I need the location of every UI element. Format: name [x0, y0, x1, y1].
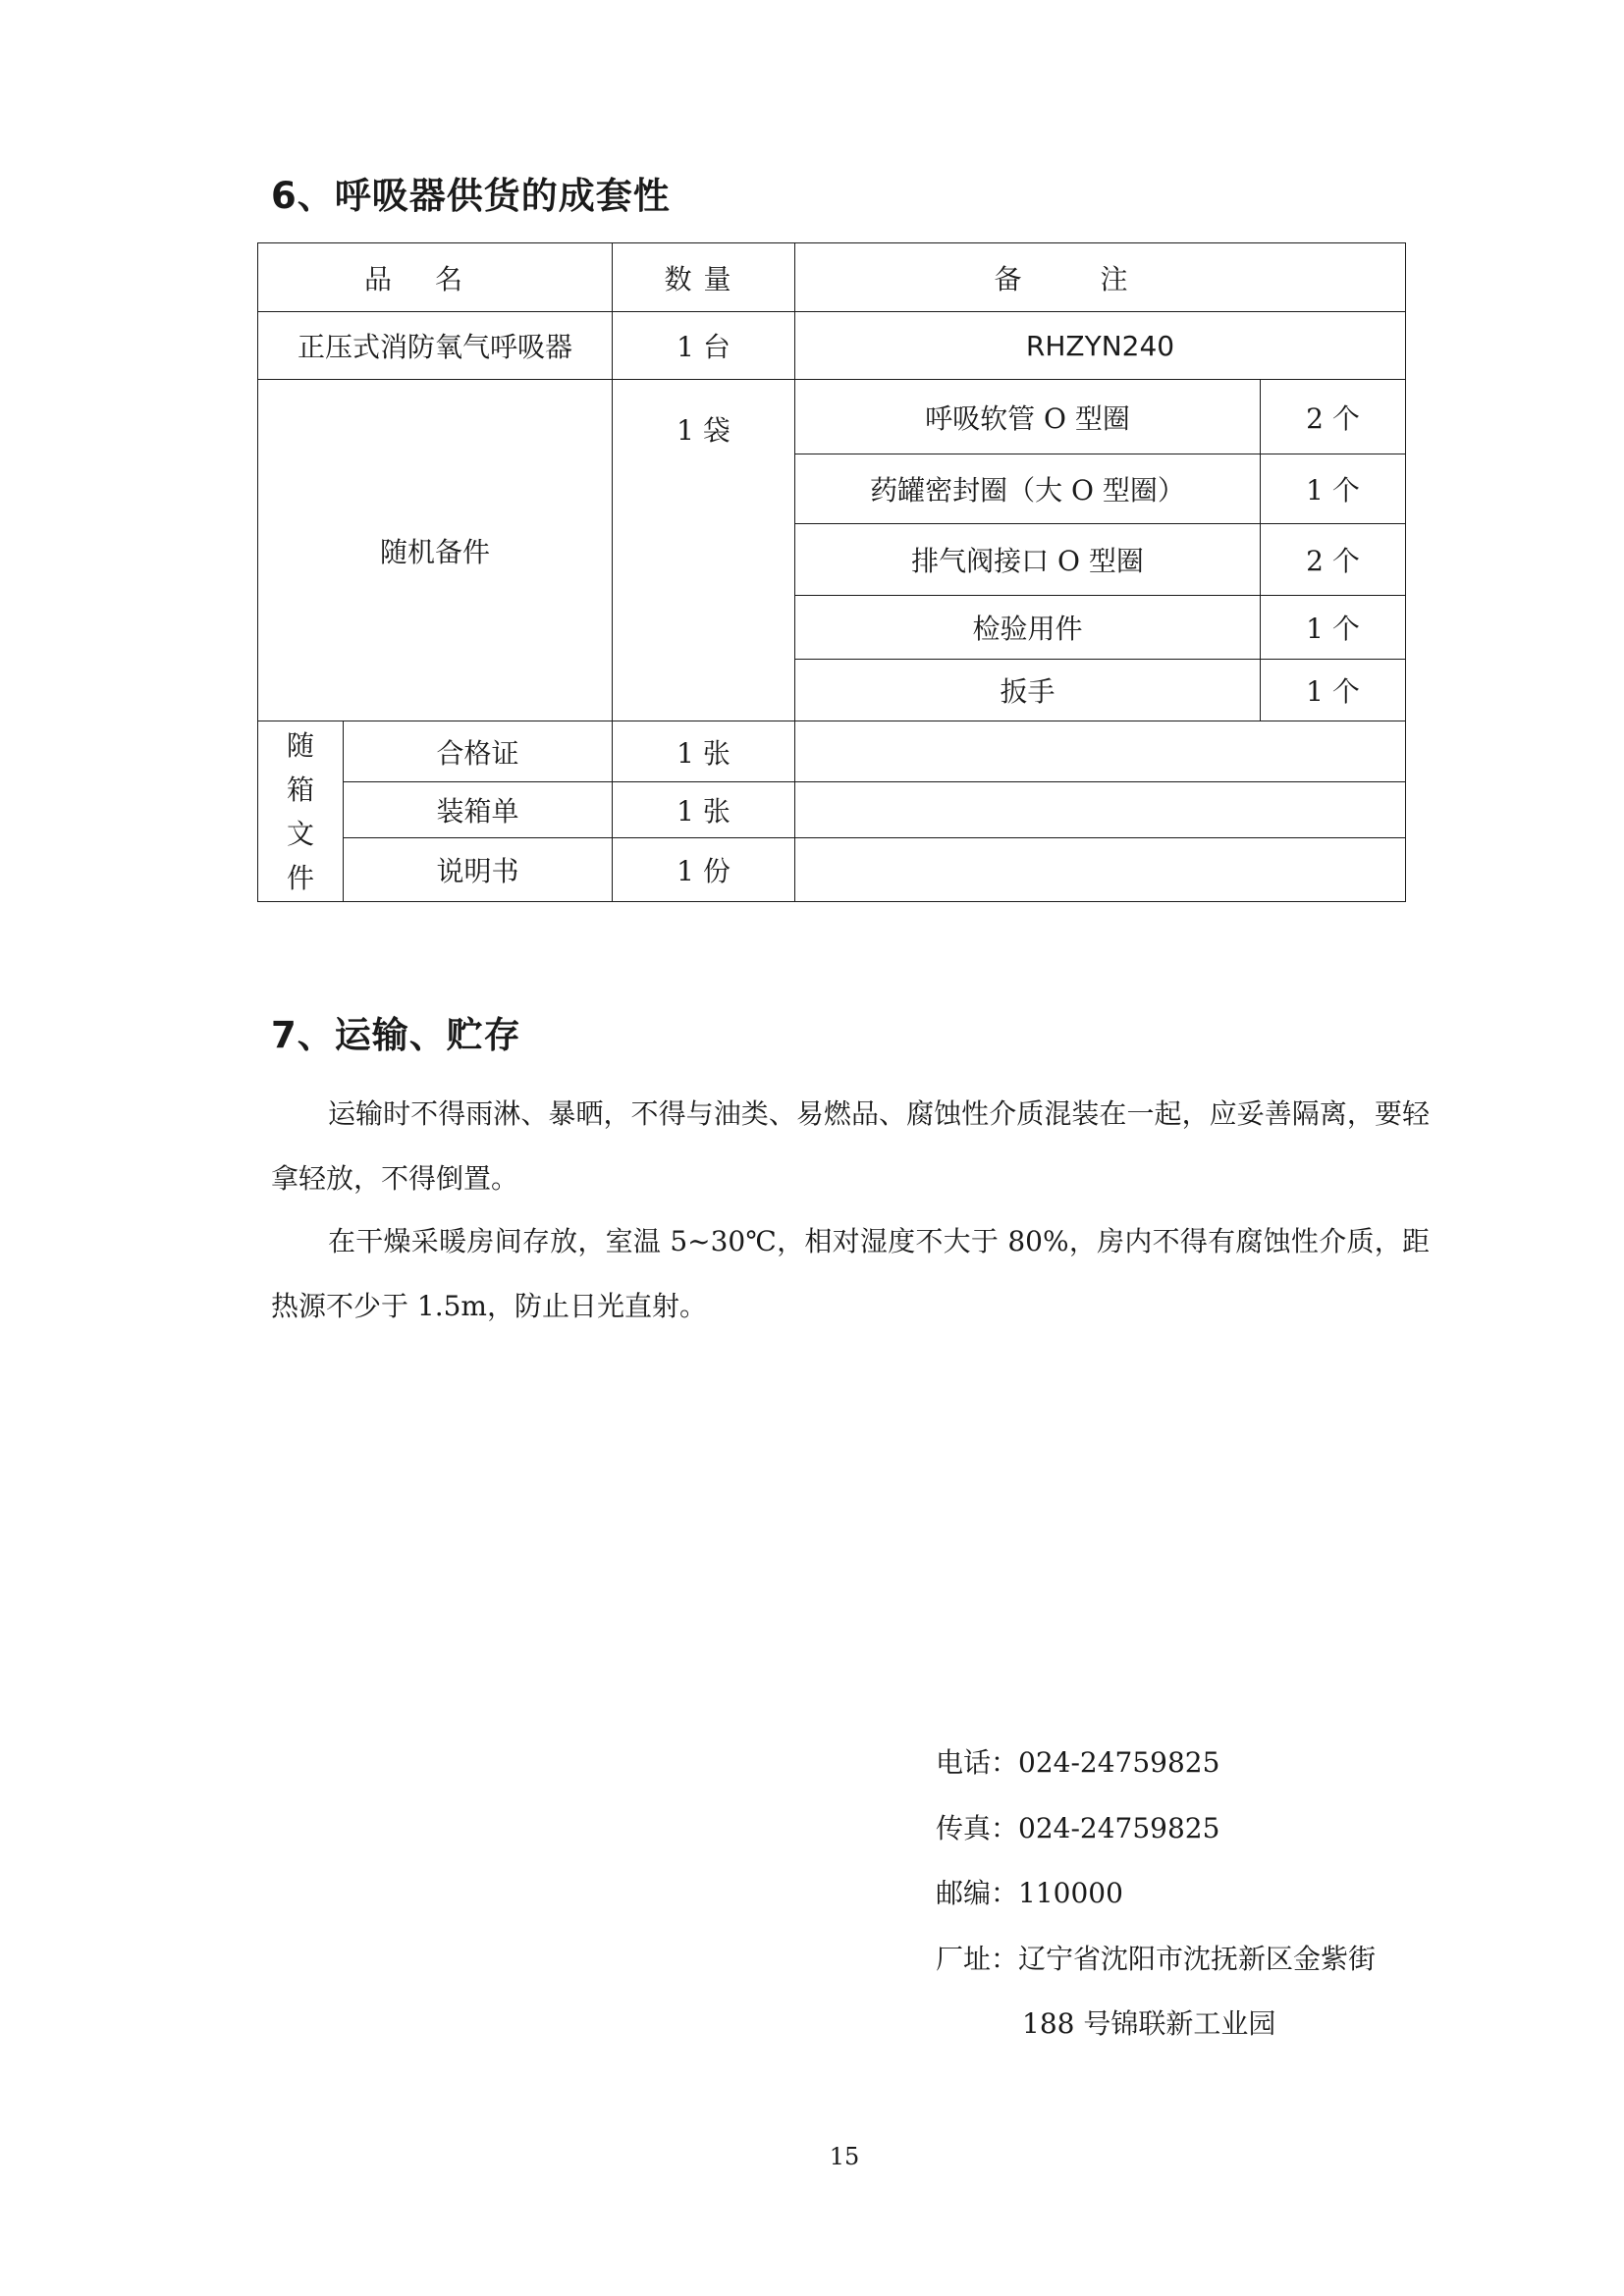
- contact-address-line1: 厂址：辽宁省沈阳市沈抚新区金紫街: [936, 1943, 1377, 1975]
- document-remark: [795, 838, 1406, 902]
- accessory-item-qty: 1 个: [1261, 660, 1406, 721]
- documents-group-label: 随箱文件: [286, 728, 314, 894]
- table-row: [258, 721, 1406, 782]
- accessory-item-name: 扳手: [795, 660, 1261, 721]
- table-header-row: [258, 243, 1406, 312]
- accessories-name: 随机备件: [258, 380, 613, 721]
- documents-group-cell: [258, 721, 344, 902]
- document-name: 说明书: [344, 838, 613, 902]
- document-qty: 1 张: [613, 721, 795, 782]
- table-row: [258, 838, 1406, 902]
- accessories-qty: 1 袋: [613, 380, 795, 721]
- contact-phone: 电话：024-24759825: [936, 1746, 1220, 1779]
- accessory-item-name: 排气阀接口 O 型圈: [795, 524, 1261, 596]
- document-remark: [795, 721, 1406, 782]
- accessory-item-qty: 2 个: [1261, 380, 1406, 454]
- accessory-item-name: 检验用件: [795, 596, 1261, 660]
- document-remark: [795, 782, 1406, 838]
- page-number: 15: [829, 2143, 860, 2170]
- table-row: [258, 782, 1406, 838]
- main-item-qty: 1 台: [613, 312, 795, 380]
- document-qty: 1 张: [613, 782, 795, 838]
- document-name: 装箱单: [344, 782, 613, 838]
- header-remark: 备注: [795, 243, 1406, 312]
- accessory-item-name: 呼吸软管 O 型圈: [795, 380, 1261, 454]
- main-item-name: 正压式消防氧气呼吸器: [258, 312, 613, 380]
- supply-completeness-table: [257, 242, 1406, 902]
- section-7-title: 7、运输、贮存: [271, 1014, 521, 1056]
- document-qty: 1 份: [613, 838, 795, 902]
- contact-zip: 邮编：110000: [936, 1877, 1123, 1909]
- accessory-item-qty: 2 个: [1261, 524, 1406, 596]
- header-name: 品名: [258, 243, 613, 312]
- header-qty: 数量: [613, 243, 795, 312]
- main-item-remark: RHZYN240: [795, 312, 1406, 380]
- section-6-title: 6、呼吸器供货的成套性: [271, 175, 671, 217]
- transport-paragraph: 运输时不得雨淋、暴晒，不得与油类、易燃品、腐蚀性介质混装在一起，应妥善隔离，要轻拿轻放，不得倒置。: [271, 1097, 1430, 1195]
- accessory-item-qty: 1 个: [1261, 596, 1406, 660]
- contact-fax: 传真：024-24759825: [936, 1812, 1220, 1844]
- table-row: [258, 312, 1406, 380]
- table-row: [258, 380, 1406, 454]
- accessory-item-qty: 1 个: [1261, 454, 1406, 524]
- contact-address-line2: 188 号锦联新工业园: [1022, 2007, 1276, 2040]
- accessory-item-name: 药罐密封圈（大 O 型圈）: [795, 454, 1261, 524]
- storage-paragraph: 在干燥采暖房间存放，室温 5~30℃，相对湿度不大于 80%，房内不得有腐蚀性介质，距热源不少于 1.5m，防止日光直射。: [271, 1225, 1430, 1322]
- document-name: 合格证: [344, 721, 613, 782]
